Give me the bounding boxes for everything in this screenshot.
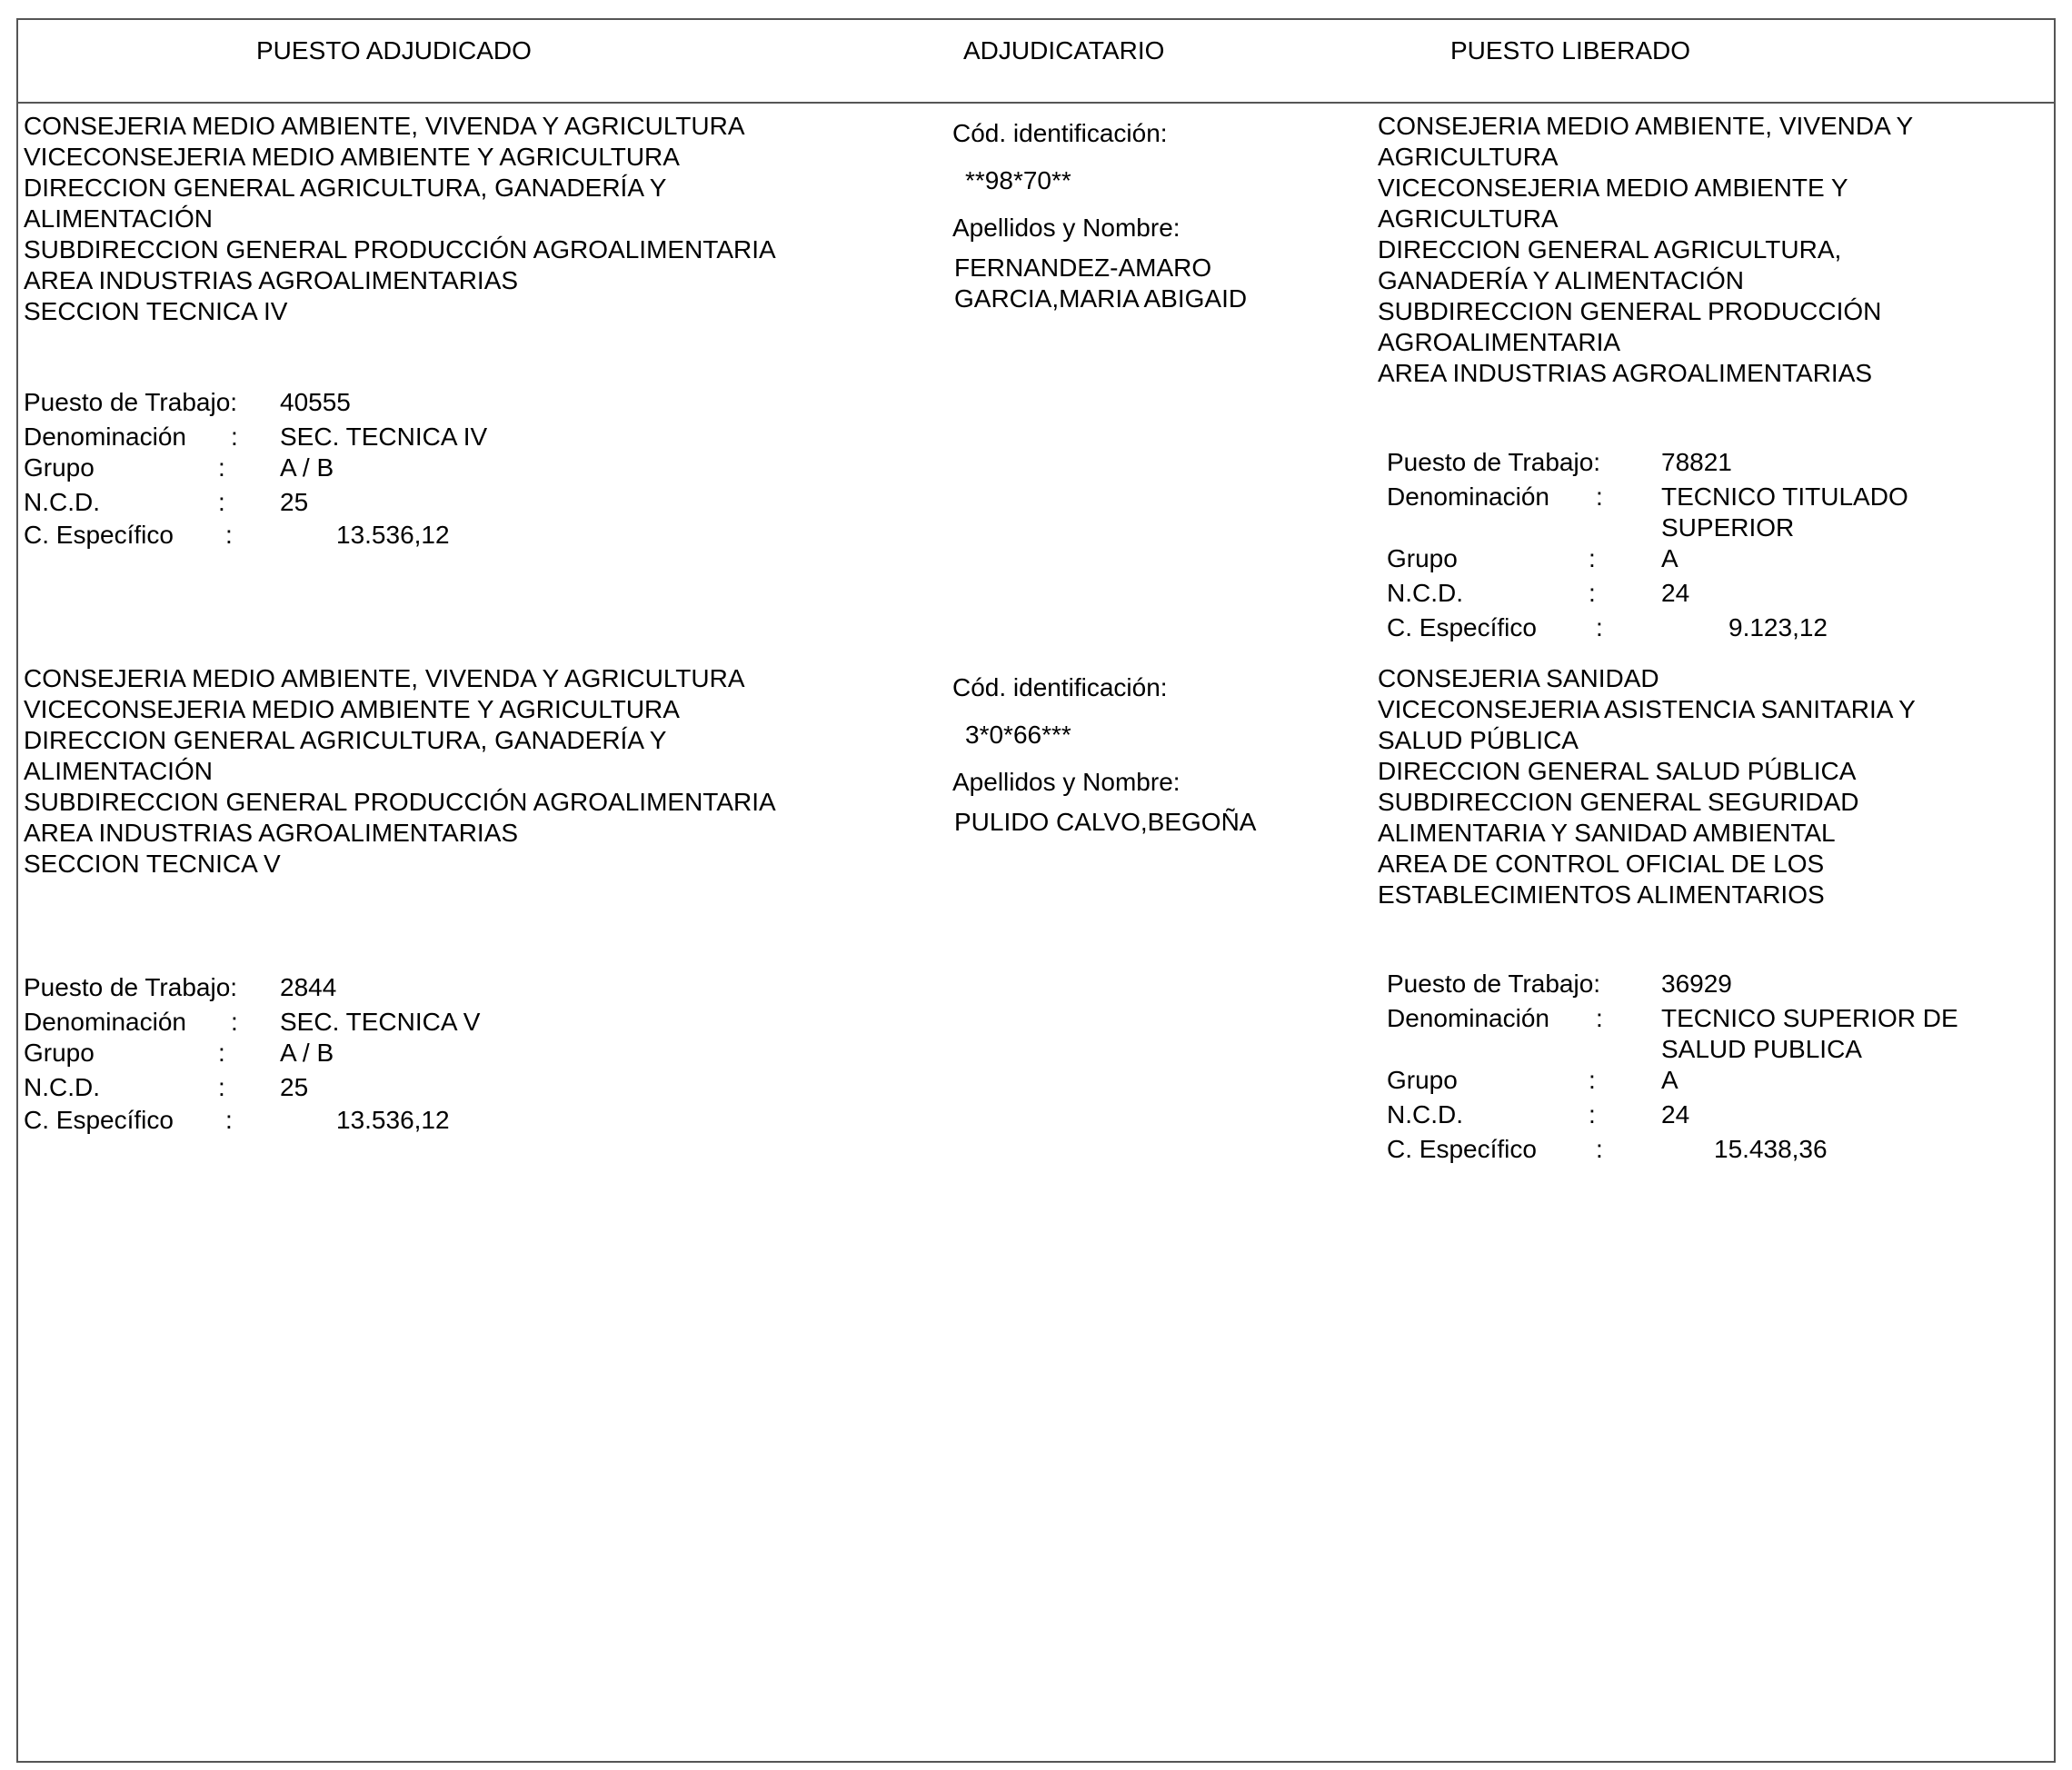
denominacion-label: Denominación xyxy=(24,1008,186,1036)
entry-2-cod-value: 3*0*66*** xyxy=(965,721,1071,749)
colon: : xyxy=(1596,613,1603,641)
org-line: AGRICULTURA xyxy=(1378,143,1559,171)
apellidos-nombre-label: Apellidos y Nombre: xyxy=(952,768,1180,796)
colon: : xyxy=(1596,1135,1603,1163)
org-line: ESTABLECIMIENTOS ALIMENTARIOS xyxy=(1378,880,1825,909)
org-line: SUBDIRECCION GENERAL PRODUCCIÓN xyxy=(1378,297,1882,325)
nombre-line: GARCIA,MARIA ABIGAID xyxy=(954,284,1248,313)
entry-1-denominacion-value: SEC. TECNICA IV xyxy=(280,423,488,451)
org-line: SUBDIRECCION GENERAL PRODUCCIÓN AGROALIMENTARIA xyxy=(24,235,776,264)
header-puesto-adjudicado: PUESTO ADJUDICADO xyxy=(256,36,532,65)
org-line: CONSEJERIA MEDIO AMBIENTE, VIVENDA Y AGRICULTURA xyxy=(24,112,745,140)
org-line: ALIMENTARIA Y SANIDAD AMBIENTAL xyxy=(1378,819,1836,847)
grupo-label: Grupo xyxy=(1387,1066,1458,1094)
ncd-label: N.C.D. xyxy=(24,488,100,516)
colon: : xyxy=(1596,1004,1603,1032)
org-line: AREA DE CONTROL OFICIAL DE LOS xyxy=(1378,850,1825,878)
org-line: VICECONSEJERIA MEDIO AMBIENTE Y AGRICULTURA xyxy=(24,143,680,171)
org-line: AREA INDUSTRIAS AGROALIMENTARIAS xyxy=(1378,359,1873,387)
especifico-label: C. Específico xyxy=(1387,1135,1537,1163)
entry-2-lib-puesto-value: 36929 xyxy=(1661,970,1732,998)
especifico-label: C. Específico xyxy=(24,1106,174,1134)
entry-2-lib-denominacion-line-1: TECNICO SUPERIOR DE xyxy=(1661,1004,1958,1032)
entry-2-lib-denominacion-line-2: SALUD PUBLICA xyxy=(1661,1035,1862,1063)
denominacion-label: Denominación xyxy=(1387,1004,1549,1032)
colon: : xyxy=(218,453,225,482)
org-line: CONSEJERIA MEDIO AMBIENTE, VIVENDA Y xyxy=(1378,112,1914,140)
colon: : xyxy=(1596,482,1603,511)
ncd-label: N.C.D. xyxy=(1387,579,1463,607)
org-line: VICECONSEJERIA ASISTENCIA SANITARIA Y xyxy=(1378,695,1916,723)
org-line: AGROALIMENTARIA xyxy=(1378,328,1621,356)
entry-1-lib-especifico-value: 9.123,12 xyxy=(1728,613,1828,641)
org-line: DIRECCION GENERAL AGRICULTURA, GANADERÍA Y xyxy=(24,174,667,202)
entry-1-nombre xyxy=(954,253,1247,314)
entry-1-ncd-value: 25 xyxy=(280,488,309,516)
entry-2-adjudicado-organization xyxy=(24,663,776,880)
entry-1-lib-denominacion-line-2: SUPERIOR xyxy=(1661,513,1795,542)
colon: : xyxy=(231,1008,238,1036)
grupo-label: Grupo xyxy=(24,1039,95,1067)
org-line: SECCION TECNICA IV xyxy=(24,297,288,325)
header-adjudicatario: ADJUDICATARIO xyxy=(963,36,1165,65)
especifico-label: C. Específico xyxy=(24,521,174,549)
header-divider xyxy=(16,102,2056,104)
ncd-label: N.C.D. xyxy=(1387,1100,1463,1129)
entry-1-adjudicado-organization xyxy=(24,111,776,327)
entry-1-lib-denominacion-line-1: TECNICO TITULADO xyxy=(1661,482,1908,511)
grupo-label: Grupo xyxy=(1387,544,1458,572)
entry-1-cod-value: **98*70** xyxy=(965,166,1071,194)
colon: : xyxy=(218,488,225,516)
colon: : xyxy=(1589,579,1596,607)
cod-identificacion-label: Cód. identificación: xyxy=(952,119,1168,147)
org-line: CONSEJERIA MEDIO AMBIENTE, VIVENDA Y AGRICULTURA xyxy=(24,664,745,692)
entry-1-especifico-value: 13.536,12 xyxy=(336,521,450,549)
colon: : xyxy=(1589,1100,1596,1129)
nombre-line: FERNANDEZ-AMARO xyxy=(954,254,1212,282)
header-puesto-liberado: PUESTO LIBERADO xyxy=(1450,36,1691,65)
org-line: ALIMENTACIÓN xyxy=(24,757,213,785)
entry-2-lib-especifico-value: 15.438,36 xyxy=(1714,1135,1828,1163)
colon: : xyxy=(225,1106,233,1134)
colon: : xyxy=(218,1073,225,1101)
entry-1-liberado-organization xyxy=(1378,111,1913,389)
entry-1-grupo-value: A / B xyxy=(280,453,334,482)
cod-identificacion-label: Cód. identificación: xyxy=(952,673,1168,701)
especifico-label: C. Específico xyxy=(1387,613,1537,641)
apellidos-nombre-label: Apellidos y Nombre: xyxy=(952,214,1180,242)
org-line: VICECONSEJERIA MEDIO AMBIENTE Y xyxy=(1378,174,1848,202)
colon: : xyxy=(1589,1066,1596,1094)
org-line: ALIMENTACIÓN xyxy=(24,204,213,233)
entry-1-lib-grupo-value: A xyxy=(1661,544,1679,572)
puesto-label: Puesto de Trabajo: xyxy=(24,973,238,1001)
puesto-label: Puesto de Trabajo: xyxy=(1387,448,1601,476)
entry-1-lib-ncd-value: 24 xyxy=(1661,579,1690,607)
org-line: SUBDIRECCION GENERAL SEGURIDAD xyxy=(1378,788,1859,816)
org-line: DIRECCION GENERAL AGRICULTURA, xyxy=(1378,235,1842,264)
entry-2-nombre xyxy=(954,807,1256,838)
org-line: VICECONSEJERIA MEDIO AMBIENTE Y AGRICULTURA xyxy=(24,695,680,723)
org-line: SALUD PÚBLICA xyxy=(1378,726,1579,754)
nombre-line: PULIDO CALVO,BEGOÑA xyxy=(954,808,1257,836)
entry-2-ncd-value: 25 xyxy=(280,1073,309,1101)
entry-1-puesto-value: 40555 xyxy=(280,388,351,416)
colon: : xyxy=(225,521,233,549)
colon: : xyxy=(231,423,238,451)
entry-2-grupo-value: A / B xyxy=(280,1039,334,1067)
org-line: AGRICULTURA xyxy=(1378,204,1559,233)
org-line: DIRECCION GENERAL SALUD PÚBLICA xyxy=(1378,757,1857,785)
grupo-label: Grupo xyxy=(24,453,95,482)
entry-2-lib-grupo-value: A xyxy=(1661,1066,1679,1094)
denominacion-label: Denominación xyxy=(24,423,186,451)
org-line: AREA INDUSTRIAS AGROALIMENTARIAS xyxy=(24,819,519,847)
org-line: CONSEJERIA SANIDAD xyxy=(1378,664,1659,692)
entry-1-lib-puesto-value: 78821 xyxy=(1661,448,1732,476)
org-line: GANADERÍA Y ALIMENTACIÓN xyxy=(1378,266,1745,294)
org-line: AREA INDUSTRIAS AGROALIMENTARIAS xyxy=(24,266,519,294)
entry-2-puesto-value: 2844 xyxy=(280,973,337,1001)
colon: : xyxy=(1589,544,1596,572)
entry-2-liberado-organization xyxy=(1378,663,1916,910)
colon: : xyxy=(218,1039,225,1067)
org-line: SUBDIRECCION GENERAL PRODUCCIÓN AGROALIMENTARIA xyxy=(24,788,776,816)
entry-2-especifico-value: 13.536,12 xyxy=(336,1106,450,1134)
entry-2-denominacion-value: SEC. TECNICA V xyxy=(280,1008,481,1036)
puesto-label: Puesto de Trabajo: xyxy=(24,388,238,416)
ncd-label: N.C.D. xyxy=(24,1073,100,1101)
denominacion-label: Denominación xyxy=(1387,482,1549,511)
org-line: DIRECCION GENERAL AGRICULTURA, GANADERÍA Y xyxy=(24,726,667,754)
org-line: SECCION TECNICA V xyxy=(24,850,281,878)
entry-2-lib-ncd-value: 24 xyxy=(1661,1100,1690,1129)
puesto-label: Puesto de Trabajo: xyxy=(1387,970,1601,998)
